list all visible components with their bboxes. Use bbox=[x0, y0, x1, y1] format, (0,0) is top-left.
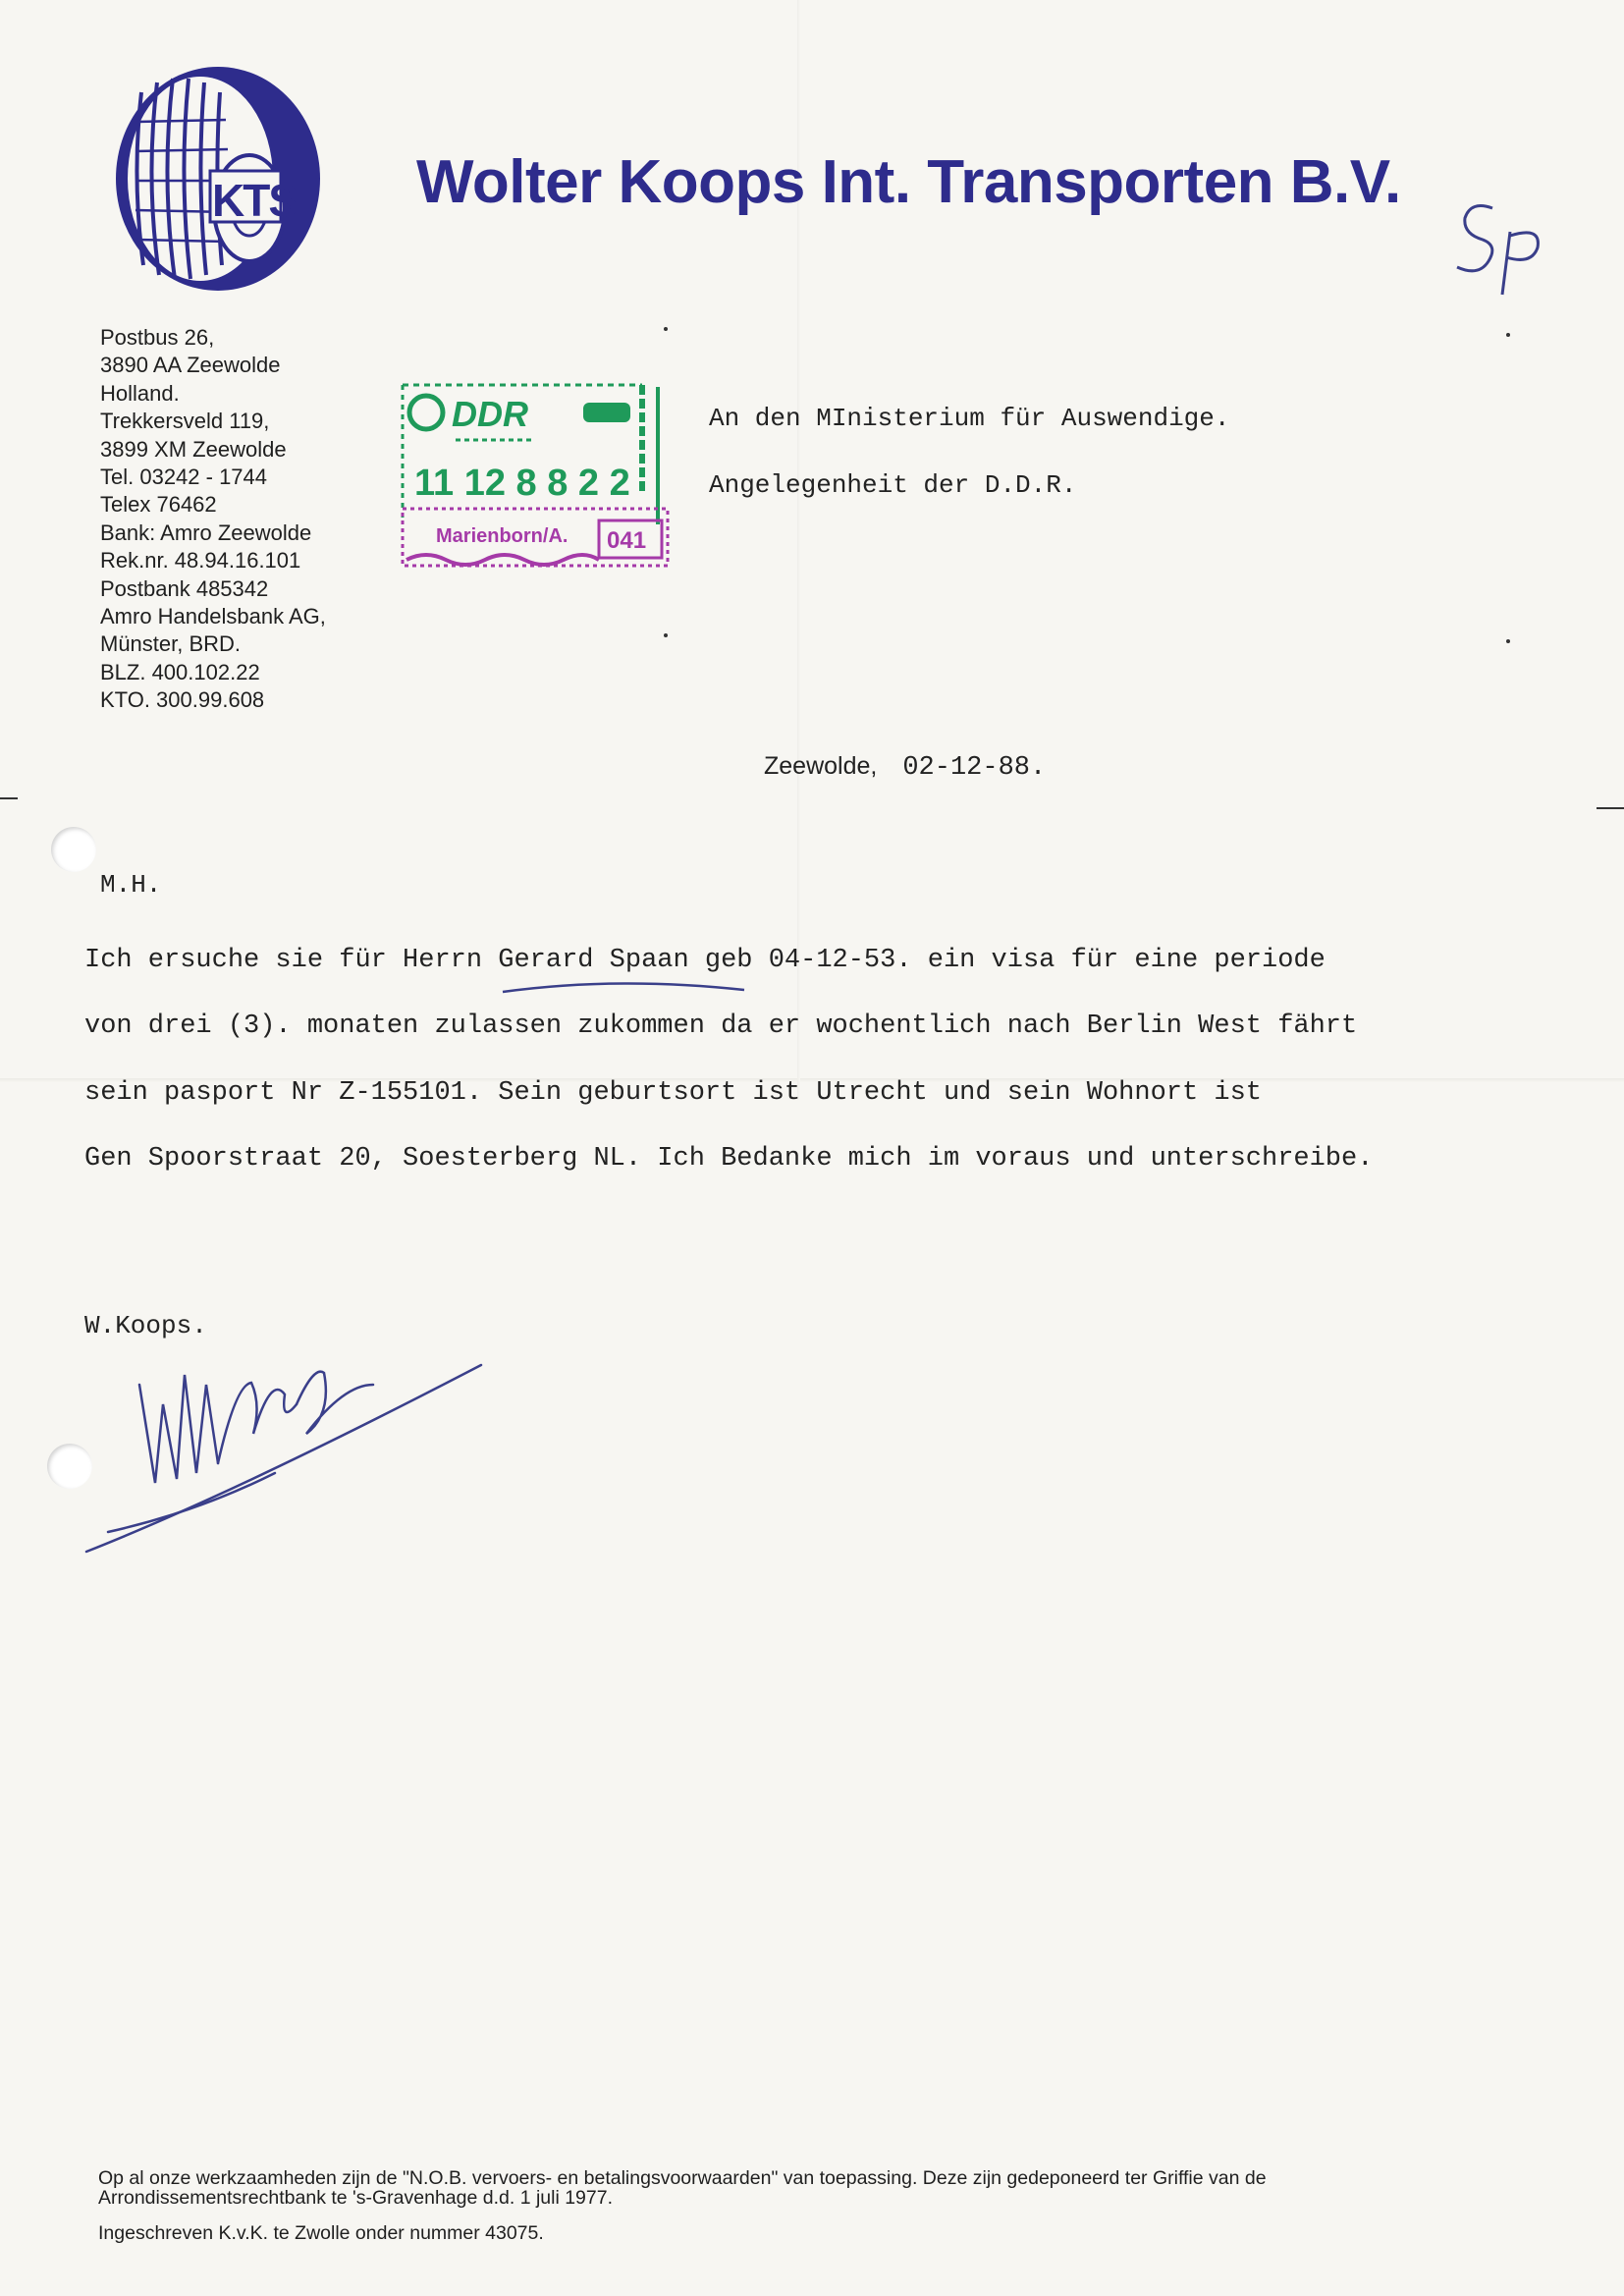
footer-conditions: Op al onze werkzaamheden zijn de "N.O.B. vervoers- en betalingsvoorwaarden" van toepassing. Deze zijn gedeponeerd ter Griffie van de Arrondissementsrechtbank te 's-Gravenhage d.d. 1 juli 1977. bbox=[98, 2167, 1267, 2209]
address-line: 3890 AA Zeewolde bbox=[100, 353, 281, 378]
fold-mark bbox=[1597, 807, 1624, 809]
address-line: Bank: Amro Zeewolde bbox=[100, 519, 312, 545]
sender-address bbox=[100, 324, 326, 715]
punch-dot bbox=[664, 327, 668, 331]
body-line: Gen Spoorstraat 20, Soesterberg NL. Ich Bedanke mich im voraus und unterschreibe. bbox=[84, 1144, 1374, 1175]
address-line: Postbus 26, bbox=[100, 325, 215, 350]
logo-text: KTS bbox=[212, 175, 297, 226]
salutation: M.H. bbox=[100, 870, 162, 900]
punch-dot bbox=[1506, 639, 1510, 643]
closing-name: W.Koops. bbox=[84, 1311, 207, 1340]
letter-body bbox=[84, 928, 1373, 1193]
stamp-date: 11 12 8 8 2 2 bbox=[414, 463, 630, 504]
footer-registration: Ingeschreven K.v.K. te Zwolle onder nummer 43075. bbox=[98, 2222, 544, 2244]
punch-dot bbox=[1506, 333, 1510, 337]
punch-dot bbox=[664, 633, 668, 637]
address-line: Trekkersveld 119, bbox=[100, 409, 270, 434]
stamp-place: Marienborn/A. bbox=[436, 525, 568, 547]
page-footer bbox=[98, 2168, 1473, 2243]
address-line: BLZ. 400.102.22 bbox=[100, 659, 260, 684]
date-value: 02-12-88. bbox=[902, 753, 1047, 783]
handwritten-annotation bbox=[1453, 187, 1561, 304]
body-line: Ich ersuche sie für Herrn Gerard Spaan geb 04-12-53. ein visa für eine periode bbox=[84, 946, 1326, 975]
body-line: von drei (3). monaten zulassen zukommen da er wochentlich nach Berlin West fährt bbox=[84, 1011, 1358, 1042]
stamp-country: DDR bbox=[452, 394, 528, 434]
address-line: KTO. 300.99.608 bbox=[100, 687, 265, 713]
letter-date bbox=[764, 752, 1046, 783]
address-line: Münster, BRD. bbox=[100, 631, 242, 657]
body-line: sein pasport Nr Z-155101. Sein geburtsort ist Utrecht und sein Wohnort ist bbox=[84, 1077, 1262, 1108]
address-line: Telex 76462 bbox=[100, 492, 217, 518]
date-place: Zeewolde, bbox=[764, 752, 878, 780]
address-line: Rek.nr. 48.94.16.101 bbox=[100, 548, 301, 574]
ddr-border-stamp bbox=[397, 377, 677, 570]
recipient-block bbox=[709, 385, 1230, 519]
punch-hole bbox=[51, 827, 96, 872]
handwritten-signature bbox=[79, 1267, 491, 1561]
fold-mark bbox=[0, 797, 18, 799]
kts-tire-logo bbox=[102, 63, 326, 295]
recipient-line-2: Angelegenheit der D.D.R. bbox=[709, 470, 1077, 500]
company-name: Wolter Koops Int. Transporten B.V. bbox=[416, 148, 1401, 216]
address-line: Holland. bbox=[100, 380, 180, 406]
address-line: Postbank 485342 bbox=[100, 575, 269, 601]
stamp-number: 041 bbox=[607, 527, 647, 554]
address-line: 3899 XM Zeewolde bbox=[100, 436, 287, 462]
recipient-line-1: An den MInisterium für Auswendige. bbox=[709, 404, 1230, 433]
address-line: Tel. 03242 - 1744 bbox=[100, 465, 268, 490]
address-line: Amro Handelsbank AG, bbox=[100, 604, 326, 629]
